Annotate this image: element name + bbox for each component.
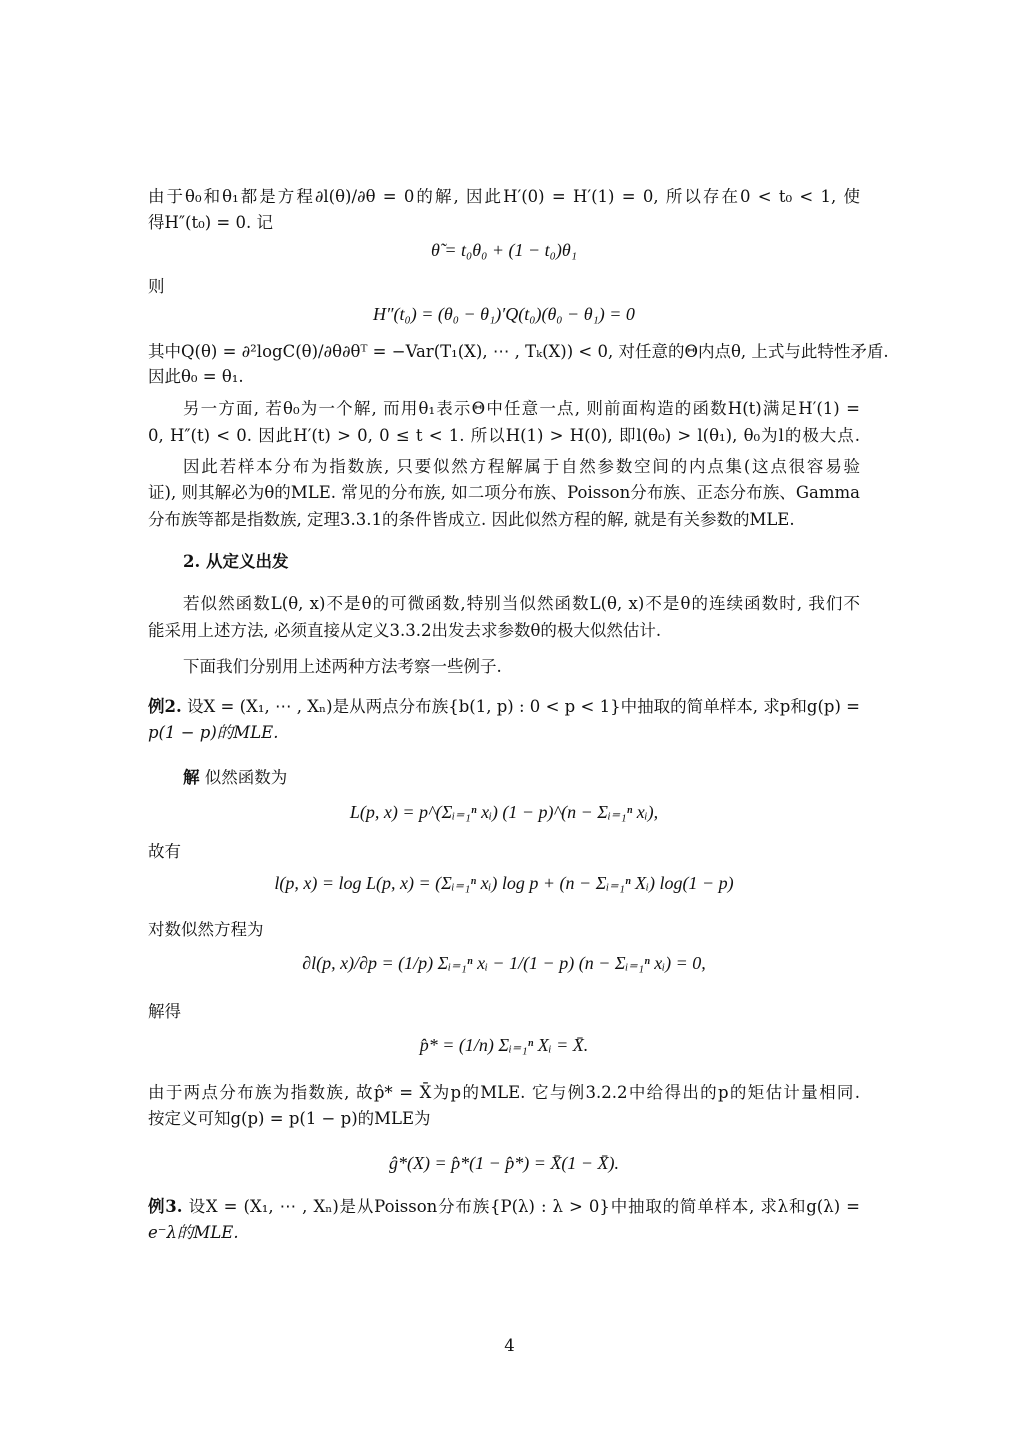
solution-text: 似然函数为 (199, 768, 288, 787)
paragraph-line: 另一方面, 若θ₀为一个解, 而用θ₁表示Θ中任意一点, 则前面构造的函数H(t)满足H′(1) = (183, 399, 860, 418)
equation: θ̃ = t₀θ₀ + (1 − t₀)θ₁ (431, 240, 577, 260)
example-label: 例3. (148, 1197, 183, 1216)
solution-line (183, 767, 287, 789)
paragraph-line: 因此若样本分布为指数族, 只要似然方程解属于自然参数空间的内点集(这点很容易验 (183, 457, 860, 476)
equation: l(p, x) = log L(p, x) = (Σᵢ₌₁ⁿ xᵢ) log p + (n − Σᵢ₌₁ⁿ Xᵢ) log(1 − p) (274, 873, 734, 893)
text-line: 因此θ₀ = θ₁. (148, 367, 244, 386)
text-line: 故有 (148, 842, 181, 861)
example-text: 设X = (X₁, ⋯ , Xₙ)是从Poisson分布族{P(λ) : λ > 0}中抽取的简单样本, 求λ和g(λ) = (182, 1197, 860, 1216)
paragraph-line: 证), 则其解必为θ的MLE. 常见的分布族, 如二项分布族、Poisson分布族、正态分布族、Gamma (148, 483, 860, 502)
text-line: 对数似然方程为 (148, 920, 264, 939)
equation: L(p, x) = p^(Σᵢ₌₁ⁿ xᵢ) (1 − p)^(n − Σᵢ₌₁ⁿ xᵢ), (349, 802, 659, 822)
equation: ĝ*(X) = p̂*(1 − p̂*) = X̄(1 − X̄). (388, 1153, 620, 1173)
text-line: 解得 (148, 1002, 181, 1021)
paragraph-line: 下面我们分别用上述两种方法考察一些例子. (183, 657, 502, 676)
example-3-line: e⁻λ的MLE. (148, 1223, 239, 1242)
text-line: 得H″(t₀) = 0. 记 (148, 213, 273, 232)
text-line: 由于θ₀和θ₁都是方程∂l(θ)/∂θ = 0的解, 因此H′(0) = H′(1) = 0, 所以存在0 < t₀ < 1, 使 (148, 187, 860, 206)
paragraph-line: 能采用上述方法, 必须直接从定义3.3.2出发去求参数θ的极大似然估计. (148, 621, 662, 640)
text-line: 其中Q(θ) = ∂²logC(θ)/∂θ∂θᵀ = −Var(T₁(X), ⋯ , Tₖ(X)) < 0, 对任意的Θ内点θ, 上式与此特性矛盾. (148, 342, 889, 361)
section-heading: 2. 从定义出发 (183, 552, 289, 571)
paragraph-line: 若似然函数L(θ, x)不是θ的可微函数,特别当似然函数L(θ, x)不是θ的连续函数时, 我们不 (183, 594, 860, 613)
text-line: 则 (148, 277, 165, 296)
paragraph-line: 分布族等都是指数族, 定理3.3.1的条件皆成立. 因此似然方程的解, 就是有关参数的MLE. (148, 510, 795, 529)
equation: ∂l(p, x)/∂p = (1/p) Σᵢ₌₁ⁿ xᵢ − 1/(1 − p) (n − Σᵢ₌₁ⁿ xᵢ) = 0, (302, 953, 706, 973)
equation: H″(t₀) = (θ₀ − θ₁)′Q(t₀)(θ₀ − θ₁) = 0 (373, 304, 635, 324)
text-line: 按定义可知g(p) = p(1 − p)的MLE为 (148, 1109, 431, 1128)
example-2-line: p(1 − p)的MLE. (148, 723, 279, 742)
equation: p̂* = (1/n) Σᵢ₌₁ⁿ Xᵢ = X̄. (419, 1035, 589, 1055)
page-number: 4 (504, 1336, 515, 1355)
text-line: 由于两点分布族为指数族, 故p̂* = X̄为p的MLE. 它与例3.2.2中给得出的p的矩估计量相同. (148, 1083, 860, 1102)
solution-label: 解 (183, 768, 200, 787)
paragraph-line: 0, H″(t) < 0. 因此H′(t) > 0, 0 ≤ t < 1. 所以H(1) > H(0), 即l(θ₀) > l(θ₁), θ₀为l的极大点. (148, 426, 860, 445)
example-3-line (148, 1196, 860, 1218)
example-text: 设X = (X₁, ⋯ , Xₙ)是从两点分布族{b(1, p) : 0 < p < 1}中抽取的简单样本, 求p和g(p) = (181, 697, 860, 716)
example-2-line (148, 696, 860, 718)
example-label: 例2. (148, 697, 182, 716)
